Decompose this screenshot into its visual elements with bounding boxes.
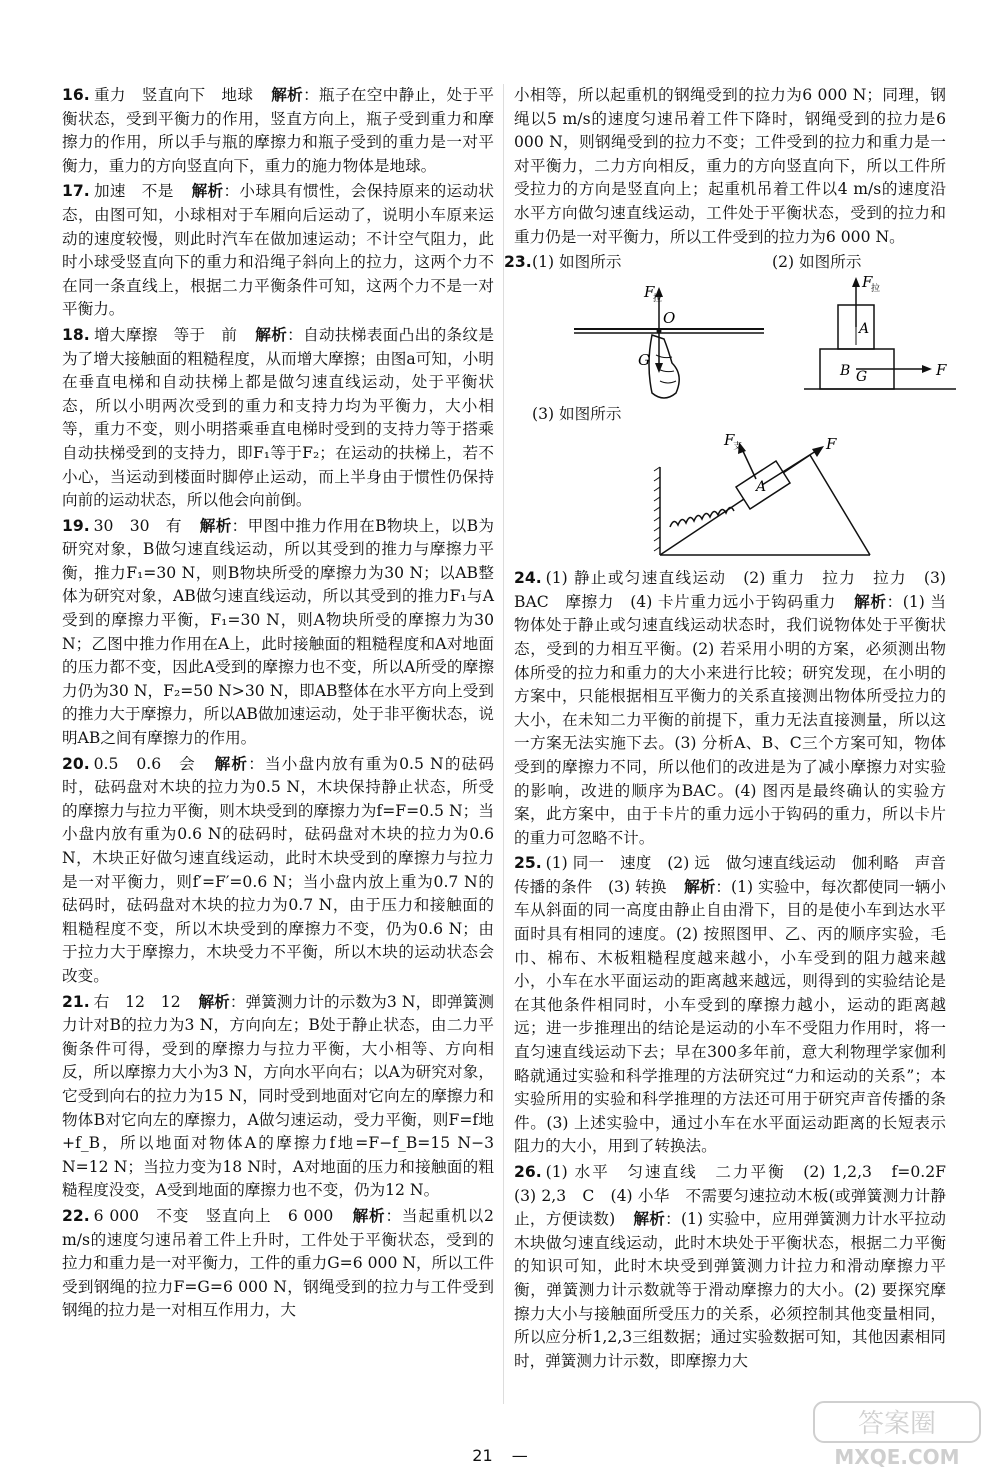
answer-item-22: [62, 1205, 494, 1323]
analysis-label: 解析: [633, 1210, 666, 1229]
question-number: 20.: [62, 754, 90, 773]
analysis-text: ：(1) 当物体处于静止或匀速直线运动状态时，我们说物体处于平衡状态，受到的力相互平衡。(2) 若采用小明的方案，必须测出物体所受的拉力和重力的大小来进行比较；研究发现，在小明的方案中，只能根据相互平衡力的关系直接测出物体所受拉力的大小，在未知二力平衡的前提下，重力无法直接测量，所以这一方案无法实施下去。(3) 分析A、B、C三个方案可知，物体受到的摩擦力不同，所以他们的改进是为了减小摩擦力对实验的影响，改进的顺序为BAC。(4) 图丙是最终确认的实验方案，此方案中，由于卡片的重力远小于钩码的重力，所以卡片的重力可忽略不计。: [514, 592, 946, 847]
column-divider: [503, 84, 504, 1404]
analysis-text: 小相等，所以起重机的钢绳受到的拉力为6 000 N；同理，钢绳以5 m/s的速度匀速吊着工件下降时，钢绳受到的拉力是6 000 N，则钢绳受到的拉力不变；工件受到的拉力和重力是一对平衡力，二力方向相反，重力的方向竖直向下，所以工件所受拉力的方向是竖直向上；起重机吊着工件以4 m/s的速度沿水平方向做匀速直线运动，工件处于平衡状态，受到的拉力和重力仍是一对平衡力，所以工件受到的拉力为6 000 N。: [514, 86, 946, 246]
incline-surface: [660, 455, 810, 555]
answer-text: (1) 水平 匀速直线 二力平衡 (2) 1,2,3 f=0.2F (3) 2,3 C (4) 小华 不需要匀速拉动木板(或弹簧测力计静止，方便读数): [514, 1163, 962, 1229]
analysis-text: ：(1) 实验中，应用弹簧测力计水平拉动木块做匀速直线运动，此时木块处于平衡状态，根据二力平衡的知识可知，此时木块受到弹簧测力计拉力和滑动摩擦力平衡，弹簧测力计示数就等于滑动摩擦力的大小。(2) 要探究摩擦力大小与接触面所受压力的关系，必须控制其他变量相同，所以应分析1,2,3三组数据；通过实验数据可知，其他因素相同时，弹簧测力计示数，即摩擦力大: [514, 1210, 946, 1370]
arrow-head-up: [852, 277, 860, 287]
hand-shape: [649, 335, 679, 398]
analysis-label: 解析: [198, 992, 230, 1011]
answer-item-22-continued: [514, 84, 946, 249]
question-number: 23.: [504, 253, 532, 272]
arrow-head-incline: [812, 446, 824, 457]
question-number: 22.: [62, 1206, 90, 1225]
answer-item-26: [514, 1161, 962, 1373]
normal-force-subscript: 支: [733, 442, 743, 453]
incline-back: [810, 455, 870, 555]
block-label: A: [756, 479, 767, 496]
analysis-text: ：当起重机以2 m/s的速度匀速吊着工件上升时，工件处于平衡状态，受到的拉力和重力是一对平衡力，工件的重力G=6 000 N，所以工件受到钢绳的拉力F=G=6 000 N，钢绳受到的拉力与工件受到钢绳的拉力是一对相互作用力，大: [62, 1206, 494, 1320]
answer-item-18: [62, 324, 494, 513]
pull-force-label: F: [826, 435, 837, 454]
pivot-label: O: [663, 309, 676, 328]
answer-text: 增大摩擦 等于 前: [93, 325, 238, 344]
analysis-text: ：甲图中推力作用在B物块上，以B为研究对象，B做匀速直线运动，所以其受到的推力与摩擦力平衡，推力F₁=30 N，则B物块所受的摩擦力为30 N；以AB整体为研究对象，AB做匀速直线运动，所以其受到的推力F₁与A受到的摩擦力平衡，F₁=30 N，则A物块所受的摩擦力为30 N；乙图中推力作用在A上，此时接触面的粗糙程度和A对地面的压力都不变，因此A受到的摩擦力也不变，所以A所受的摩擦力仍为30 N，F₂=50 N>30 N，即AB整体在水平方向上受到的推力大于摩擦力，所以AB做加速运动，处于非平衡状态，说明AB之间有摩擦力的作用。: [62, 516, 495, 748]
answer-item-25: [514, 852, 946, 1159]
answer-text: 6 000 不变 竖直向上 6 000: [93, 1206, 334, 1225]
answer-item-23: [504, 251, 947, 565]
answer-text: 30 30 有: [93, 516, 182, 535]
force-label: F: [862, 275, 873, 292]
analysis-text: ：自动扶梯表面凸出的条纹是为了增大接触面的粗糙程度，从而增大摩擦；由图a可知，小明在垂直电梯和自动扶梯上都是做匀速直线运动，处于平衡状态，所以小明两次受到的重力和支持力均为平衡力，大小相等，重力不变，则小明搭乘垂直电梯时受到的支持力等于搭乘自动扶梯受到的支持力，即F₁等于F₂；在运动的扶梯上，若不小心，当运动到楼面时脚停止运动，而上半身由于惯性仍保持向前的运动状态，所以他会向前倒。: [62, 325, 494, 510]
figures-row-2: [514, 427, 946, 565]
normal-force-label: F: [724, 431, 735, 450]
answer-text: 加速 不是: [93, 182, 174, 201]
answer-text: 0.5 0.6 会: [93, 754, 196, 773]
pivot-point: [657, 329, 662, 334]
spring: [670, 508, 734, 528]
watermark-logo: [812, 1400, 982, 1472]
right-column: [504, 84, 962, 1375]
analysis-label: 解析: [854, 592, 887, 611]
question-number: 17.: [62, 182, 90, 201]
figure-2-diagram: [796, 275, 976, 403]
figure-1-diagram: [564, 275, 784, 403]
answer-item-17: [62, 180, 494, 322]
force-subscript: 拉: [653, 294, 663, 305]
force-subscript: 拉: [871, 284, 881, 295]
analysis-text: ：瓶子在空中静止，处于平衡状态，受到平衡力的作用，竖直方向上，瓶子受到重力和摩擦力的作用，所以手与瓶的摩擦力和瓶子受到的重力是一对平衡力，重力的方向竖直向下，重力的施力物体是地球。: [62, 86, 494, 175]
left-column: [62, 84, 494, 1325]
answer-item-16: [62, 84, 494, 178]
figure-3-diagram: [640, 427, 880, 565]
question-number: 24.: [514, 569, 542, 588]
question-number: 18.: [62, 325, 90, 344]
question-number: 21.: [62, 992, 90, 1011]
analysis-label: 解析: [271, 86, 304, 104]
analysis-text: ：(1) 实验中，每次都使同一辆小车从斜面的同一高度由静止自由滑下，目的是使小车到达水平面时具有相同的速度。(2) 按照图甲、乙、丙的顺序实验，毛巾、棉布、木板粗糙程度越来越小，小车受到的阻力越来越小，小车在水平面运动的距离越来越远，则得到的实验结论是在其他条件相同时，小车受到的摩擦力越小，运动的距离越远；进一步推理出的结论是运动的小车不受阻力作用时，将一直匀速直线运动下去；早在300多年前，意大利物理学家伽利略就通过实验和科学推理的方法研究过“力和运动的关系”；本实验所用的实验和科学推理的方法还可用于研究声音传播的条件。(3) 上述实验中，通过小车在水平面运动距离的长短表示阻力的大小，用到了转换法。: [514, 877, 947, 1156]
analysis-label: 解析: [255, 325, 288, 344]
page-number: 21: [472, 1446, 493, 1465]
answer-item-24: [514, 567, 946, 850]
analysis-label: 解析: [191, 182, 224, 201]
figures-row-1: [514, 275, 946, 403]
answer-text: (1) 同一 速度 (2) 远 做匀速直线运动 伽利略 声音传播的条件 (3) 转换: [514, 854, 946, 896]
watermark-url: MXQE.COM: [834, 1445, 960, 1469]
analysis-text: ：小球具有惯性，会保持原来的运动状态，由图可知，小球相对于车厢向后运动了，说明小车原来运动的速度较慢，则此时汽车在做加速运动；不计空气阻力，此时小球受竖直向下的重力和沿绳子斜向上的拉力，这两个力不在同一条直线上，根据二力平衡条件可知，这两个力不是一对平衡力。: [62, 182, 494, 319]
pull-force-label: F: [936, 361, 947, 380]
question-number: 16.: [62, 86, 90, 104]
wall-hatching: [654, 467, 660, 551]
weight-label: G: [638, 351, 650, 370]
normal-force-arrow: [742, 449, 756, 479]
analysis-text: ：弹簧测力计的示数为3 N，即弹簧测力计对B的拉力为3 N，方向向左；B处于静止状态，由二力平衡条件可得，受到的摩擦力与拉力平衡，大小相等、方向相反，所以摩擦力大小为3 N，方向水平向右；以A为研究对象，它受到向右的拉力为15 N，同时受到地面对它向左的摩擦力和物体B对它向左的摩擦力，A做匀速运动，受力平衡，则F=f地+f_B，所以地面对物体A的摩擦力f地=F−f_B=15 N−3 N=12 N；当拉力变为18 N时，A对地面的压力和接触面的粗糙程度没变，A受到地面的摩擦力也不变，仍为12 N。: [62, 992, 494, 1200]
question-number: 19.: [62, 516, 90, 535]
block-b-label: B: [840, 363, 851, 380]
footer-dash: —: [511, 1446, 528, 1465]
answer-text: 右 12 12: [93, 992, 181, 1011]
arrow-head-down: [655, 363, 663, 373]
analysis-label: 解析: [199, 516, 232, 535]
analysis-label: 解析: [214, 754, 249, 773]
force-label: F: [644, 283, 655, 302]
figure-caption-1: (1) 如图所示: [532, 253, 622, 272]
watermark-text: 答案圈: [857, 1409, 937, 1439]
figure-caption-2: (2) 如图所示: [772, 253, 862, 272]
answer-text: (1) 静止或匀速直线运动 (2) 重力 拉力 拉力 (3) BAC 摩擦力 (4) 卡片重力远小于钩码重力: [514, 569, 946, 611]
question-number: 26.: [514, 1163, 542, 1181]
answer-item-19: [62, 515, 494, 751]
block-a-label: A: [859, 321, 870, 338]
answer-item-20: [62, 753, 494, 989]
arrow-head-right: [922, 365, 932, 373]
weight-label: G: [856, 369, 868, 386]
analysis-label: 解析: [684, 877, 716, 896]
analysis-text: ：当小盘内放有重为0.5 N的砝码时，砝码盘对木块的拉力为0.5 N，木块保持静止状态，所受的摩擦力与拉力平衡，则木块受到的摩擦力为f=F=0.5 N；当小盘内放有重为0.6 N的砝码时，砝码盘对木块的拉力为0.6 N，木块正好做匀速直线运动，此时木块受到的摩擦力与拉力是一对平衡力，则f′=F′=0.6 N；当小盘内放上重为0.7 N的砝码时，砝码盘对木块的拉力为0.7 N，由于压力和接触面的粗糙程度不变，所以木块受到的摩擦力不变，仍为0.6 N；由于拉力大于摩擦力，木块受力不平衡，所以木块的运动状态会改变。: [62, 754, 494, 985]
analysis-label: 解析: [352, 1206, 386, 1225]
answer-text: 重力 竖直向下 地球: [93, 86, 254, 104]
answer-item-21: [62, 991, 494, 1203]
question-number: 25.: [514, 854, 542, 873]
figure-caption-3: (3) 如图所示: [532, 405, 622, 424]
